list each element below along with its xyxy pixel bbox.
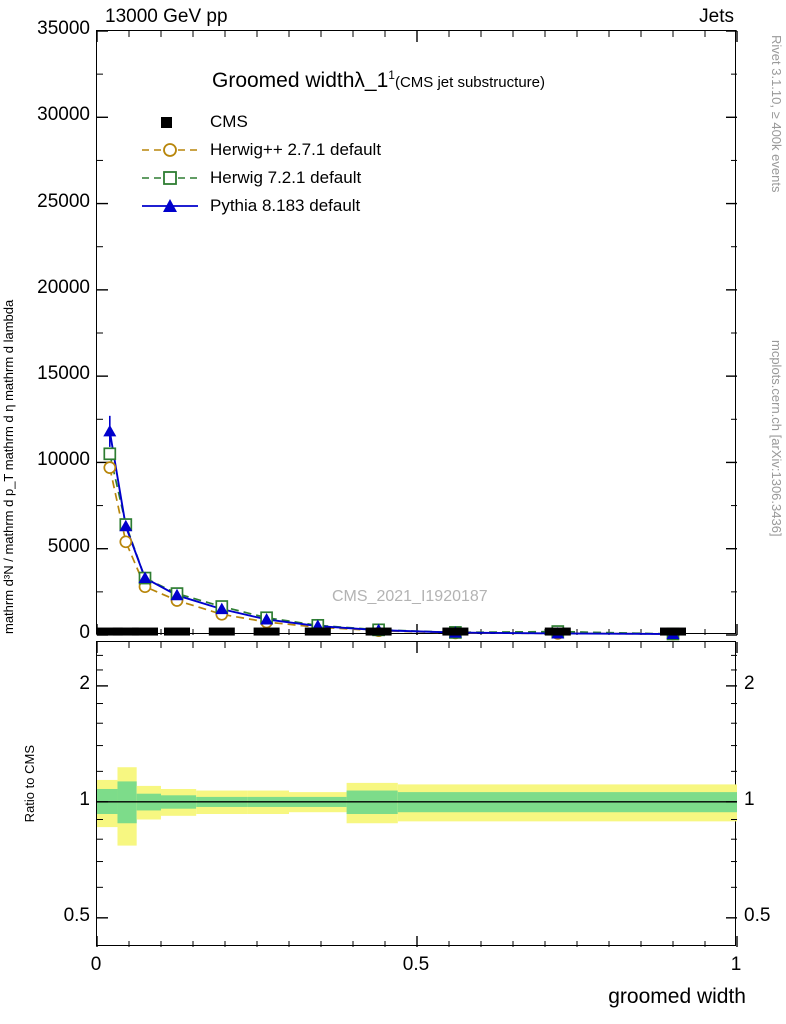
rivet-version-caption: Rivet 3.1.10, ≥ 400k events: [769, 35, 784, 193]
analysis-id-watermark: CMS_2021_I1920187: [332, 588, 488, 605]
ratio-y-tick-label-left-1: 1: [79, 788, 90, 810]
legend-item-cms: [140, 108, 381, 136]
legend-label-cms: CMS: [210, 112, 248, 131]
plot-title-main: Groomed width: [212, 69, 355, 92]
y-tick-label-30000: 30000: [37, 104, 90, 126]
legend-label-herwig7: Herwig 7.2.1 default: [210, 168, 362, 187]
plot-title: [212, 68, 545, 93]
plot-title-superscript: 1: [388, 68, 395, 82]
y-tick-label-0: 0: [79, 622, 90, 643]
legend: [140, 108, 381, 220]
legend-marker-herwigpp: [140, 140, 200, 160]
legend-marker-herwig7: [140, 168, 200, 188]
ratio-y-tick-label-left-2: 2: [79, 672, 90, 694]
y-tick-label-35000: 35000: [37, 18, 90, 39]
plot-title-sub: (CMS jet substructure): [394, 74, 545, 91]
plot-title-symbol: λ_1: [354, 69, 389, 92]
x-tick-label-0: 0: [90, 954, 102, 975]
y-axis-label-text: mathrm d³N / mathrm d p_T mathrm d η mathrm d lambda: [1, 299, 16, 634]
mcplots-reference-caption: mcplots.cern.ch [arXiv:1306.3436]: [769, 340, 784, 537]
legend-marker-cms: [140, 112, 200, 132]
ratio-y-tick-label-right-1: 1: [744, 788, 755, 810]
ratio-y-tick-label-right-0: 0.5: [744, 904, 771, 926]
analysis-category-label: Jets: [699, 6, 734, 27]
legend-marker-pythia: [140, 196, 200, 216]
ratio-y-tick-label-left-0: 0.5: [63, 904, 90, 926]
ratio-y-tick-label-right-2: 2: [744, 672, 755, 694]
y-tick-label-15000: 15000: [37, 363, 90, 385]
x-tick-label-1: 0.5: [402, 954, 430, 975]
ratio-plot-panel: [96, 641, 736, 946]
y-tick-label-5000: 5000: [47, 535, 90, 557]
beam-energy-label: 13000 GeV pp: [105, 6, 228, 27]
legend-item-pythia: [140, 192, 381, 220]
ratio-plot-svg: [97, 642, 737, 947]
legend-item-herwig7: [140, 164, 381, 192]
legend-label-pythia: Pythia 8.183 default: [210, 196, 361, 215]
x-axis-label: groomed width: [608, 985, 746, 1008]
y-tick-label-10000: 10000: [37, 449, 90, 471]
x-tick-label-2: 1: [730, 954, 742, 975]
y-tick-label-25000: 25000: [37, 190, 90, 212]
y-tick-label-20000: 20000: [37, 276, 90, 298]
legend-item-herwigpp: [140, 136, 381, 164]
ratio-y-axis-label: Ratio to CMS: [22, 745, 37, 823]
legend-label-herwigpp: Herwig++ 2.7.1 default: [210, 140, 382, 159]
